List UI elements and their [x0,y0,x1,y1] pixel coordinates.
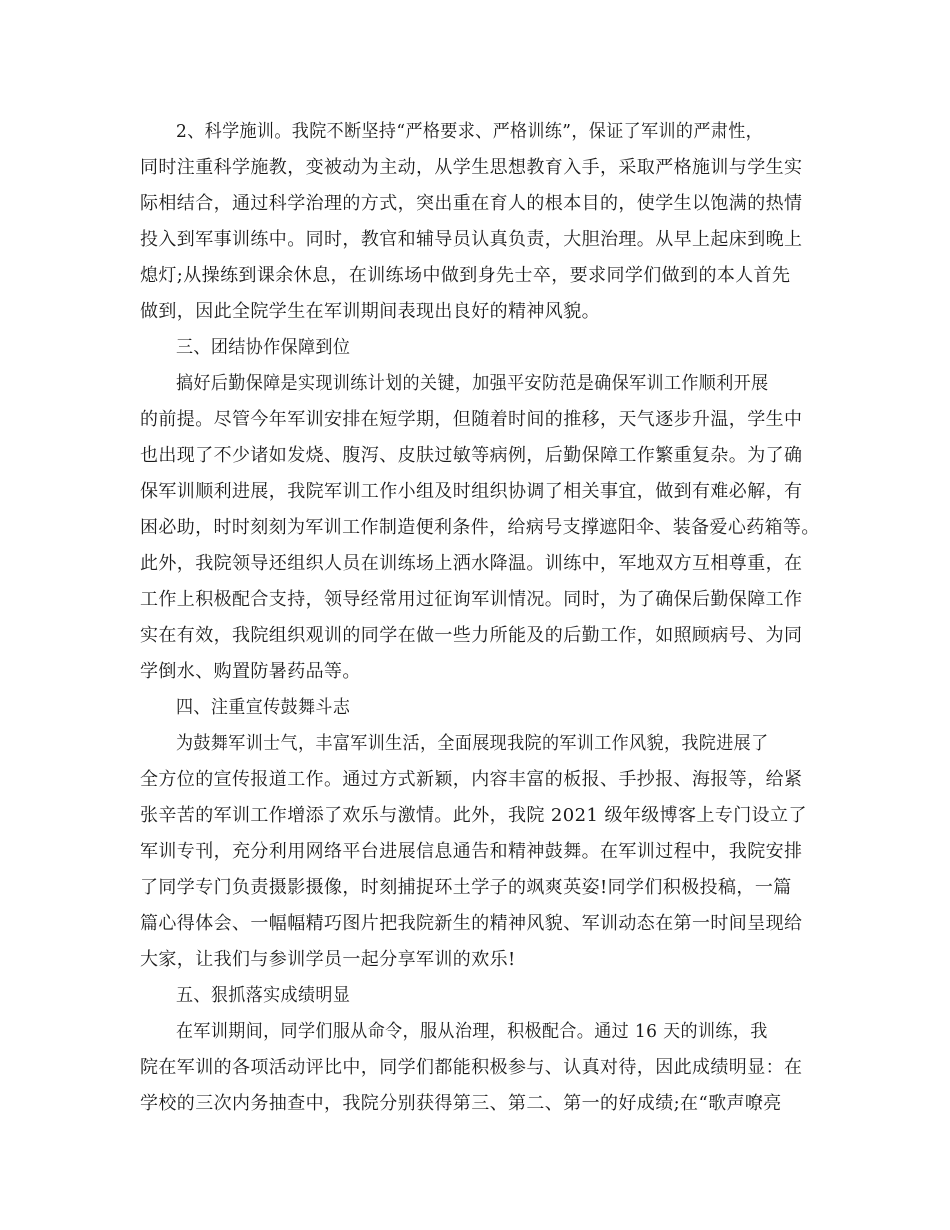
paragraph-line: 2、科学施训。我院不断坚持“严格要求、严格训练”，保证了军训的严肃性， [176,121,764,142]
paragraph-line: 熄灯;从操练到课余休息，在训练场中做到身先士卒，要求同学们做到的本人首先 [140,265,791,286]
paragraph-line: 工作上积极配合支持，领导经常用过征询军训情况。同时，为了确保后勤保障工作 [140,589,803,610]
section-heading: 五、狠抓落实成绩明显 [176,985,351,1006]
paragraph-line: 为鼓舞军训士气，丰富军训生活，全面展现我院的军训工作风貌，我院进展了 [176,733,769,754]
paragraph-line: 军训专刊，充分利用网络平台进展信息通告和精神鼓舞。在军训过程中，我院安排 [140,841,803,862]
paragraph-line: 院在军训的各项活动评比中，同学们都能积极参与、认真对待，因此成绩明显：在 [140,1057,803,1078]
paragraph-line: 大家，让我们与参训学员一起分享军训的欢乐! [140,949,516,970]
paragraph-line: 了同学专门负责摄影摄像，时刻捕捉环土学子的飒爽英姿!同学们积极投稿，一篇 [140,877,792,898]
paragraph-line: 困必助，时时刻刻为军训工作制造便利条件，给病号支撑遮阳伞、装备爱心药箱等。 [140,517,820,538]
paragraph-line: 实在有效，我院组织观训的同学在做一些力所能及的后勤工作，如照顾病号、为同 [140,625,803,646]
paragraph-line: 学倒水、购置防暑药品等。 [140,661,361,682]
paragraph-line: 在军训期间，同学们服从命令，服从治理，积极配合。通过 16 天的训练，我 [176,1021,768,1042]
paragraph-line: 此外，我院领导还组织人员在训练场上洒水降温。训练中，军地双方互相尊重，在 [140,553,803,574]
paragraph-line: 也出现了不少诸如发烧、腹泻、皮肤过敏等病例，后勤保障工作繁重复杂。为了确 [140,445,803,466]
paragraph-line: 全方位的宣传报道工作。通过方式新颖，内容丰富的板报、手抄报、海报等，给紧 [140,769,803,790]
paragraph-line: 投入到军事训练中。同时，教官和辅导员认真负责，大胆治理。从早上起床到晚上 [140,229,803,250]
section-heading: 四、注重宣传鼓舞斗志 [176,697,351,718]
paragraph-line: 际相结合，通过科学治理的方式，突出重在育人的根本目的，使学生以饱满的热情 [140,193,803,214]
paragraph-line: 做到，因此全院学生在军训期间表现出良好的精神风貌。 [140,301,600,322]
paragraph-line: 同时注重科学施教，变被动为主动，从学生思想教育入手，采取严格施训与学生实 [140,157,803,178]
paragraph-line: 张辛苦的军训工作增添了欢乐与激情。此外，我院 2021 级年级博客上专门设立了 [140,805,807,826]
paragraph-line: 篇心得体会、一幅幅精巧图片把我院新生的精神风貌、军训动态在第一时间呈现给 [140,913,803,934]
paragraph-line: 学校的三次内务抽查中，我院分别获得第三、第二、第一的好成绩;在“歌声嘹亮 [140,1093,782,1114]
paragraph-line: 保军训顺利进展，我院军训工作小组及时组织协调了相关事宜，做到有难必解，有 [140,481,803,502]
section-heading: 三、团结协作保障到位 [176,337,351,358]
paragraph-line: 的前提。尽管今年军训安排在短学期，但随着时间的推移，天气逐步升温，学生中 [140,409,803,430]
paragraph-line: 搞好后勤保障是实现训练计划的关键，加强平安防范是确保军训工作顺利开展 [176,373,769,394]
